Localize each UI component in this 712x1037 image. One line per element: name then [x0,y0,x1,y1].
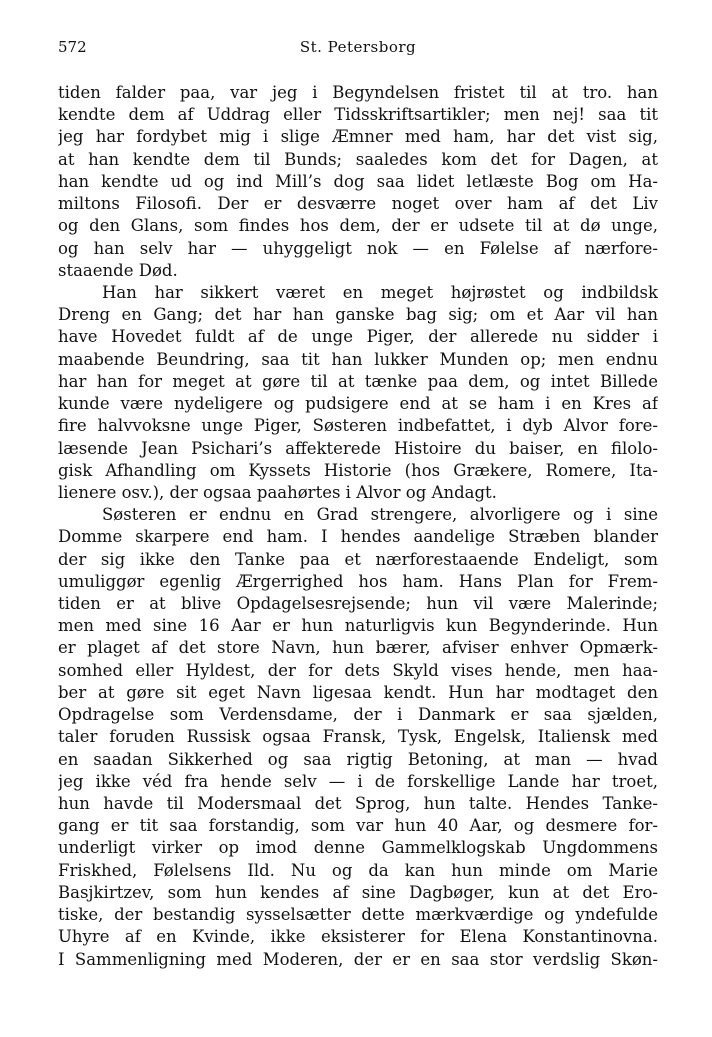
text-line: underligt virker op imod denne Gammelklogskab Ungdommens [58,838,658,858]
text-line: men med sine 16 Aar er hun naturligvis kun Begynderinde. Hun [58,616,658,636]
text-line: I Sammenligning med Moderen, der er en saa stor verdslig Skøn- [58,949,658,969]
text-line: tiden falder paa, var jeg i Begyndelsen fristet til at tro. han [58,83,658,102]
text-line: fire halvvoksne unge Piger, Søsteren indbefattet, i dyb Alvor fore- [58,416,658,436]
paragraph-first-line: Søsteren er endnu en Grad strengere, alvorligere og i sine [102,505,658,525]
paragraph-first-line: Han har sikkert været en meget højrøstet og indbildsk [102,282,658,302]
page-header [58,38,658,62]
text-line: Friskhed, Følelsens Ild. Nu og da kan hun minde om Marie [58,860,658,880]
text-line: og han selv har — uhyggeligt nok — en Følelse af nærfore- [58,238,658,258]
text-line: læsende Jean Psichari’s affekterede Histoire du baiser, en filolo- [58,438,658,458]
text-line: Basjkirtzev, som hun kendes af sine Dagbøger, kun at det Ero- [58,882,658,902]
text-line: og den Glans, som findes hos dem, der er udsete til at dø unge, [58,216,658,236]
paragraph-last-line: staaende Død. [58,260,178,280]
page-number: 572 [58,38,87,56]
text-line: gisk Afhandling om Kyssets Historie (hos Grækere, Romere, Ita- [58,460,658,480]
text-line: Opdragelse som Verdensdame, der i Danmark er saa sjælden, [58,705,658,725]
text-line: der sig ikke den Tanke paa et nærforestaaende Endeligt, som [58,549,658,569]
text-line: somhed eller Hyldest, der for dets Skyld vises hende, men haa- [58,660,658,680]
text-line: gang er tit saa forstandig, som var hun 40 Aar, og desmere for- [58,816,658,836]
text-line: han kendte ud og ind Mill’s dog saa lidet letlæste Bog om Ha- [58,171,658,191]
text-line: miltons Filosofi. Der er desværre noget over ham af det Liv [58,194,658,214]
text-line: kendte dem af Uddrag eller Tidsskriftsartikler; men nej! saa tit [58,105,658,125]
text-line: umuliggør egenlig Ærgerrighed hos ham. Hans Plan for Frem- [58,571,658,591]
text-line: hun havde til Modersmaal det Sprog, hun talte. Hendes Tanke- [58,794,658,813]
text-line: har han for meget at gøre til at tænke paa dem, og intet Billede [58,371,658,391]
text-line: ber at gøre sit eget Navn ligesaa kendt. Hun har modtaget den [58,682,658,702]
text-line: maabende Beundring, saa tit han lukker Munden op; men endnu [58,349,658,369]
text-line: Dreng en Gang; det har han ganske bag sig; om et Aar vil han [58,305,658,325]
text-line: jeg har fordybet mig i slige Æmner med ham, har det vist sig, [58,127,658,147]
text-line: tiske, der bestandig sysselsætter dette mærkværdige og yndefulde [58,905,658,925]
text-line: have Hovedet fuldt af de unge Piger, der allerede nu sidder i [58,327,658,347]
running-title: St. Petersborg [299,38,417,56]
body-text [58,82,658,971]
paragraph-last-line: lienere osv.), der ogsaa paahørtes i Alvor og Andagt. [58,482,497,502]
text-line: Domme skarpere end ham. I hendes aandelige Stræben blander [58,527,658,547]
text-line: Uhyre af en Kvinde, ikke eksisterer for Elena Konstantinovna. [58,927,658,947]
text-line: tiden er at blive Opdagelsesrejsende; hun vil være Malerinde; [58,594,658,614]
text-line: jeg ikke véd fra hende selv — i de forskellige Lande har troet, [58,771,658,791]
text-line: at han kendte dem til Bunds; saaledes kom det for Dagen, at [58,149,658,169]
text-line: er plaget af det store Navn, hun bærer, afviser enhver Opmærk- [58,638,658,658]
text-line: en saadan Sikkerhed og saa rigtig Betoning, at man — hvad [58,749,658,769]
text-line: kunde være nydeligere og pudsigere end at se ham i en Kres af [58,394,658,414]
text-line: taler foruden Russisk ogsaa Fransk, Tysk, Engelsk, Italiensk med [58,727,658,747]
